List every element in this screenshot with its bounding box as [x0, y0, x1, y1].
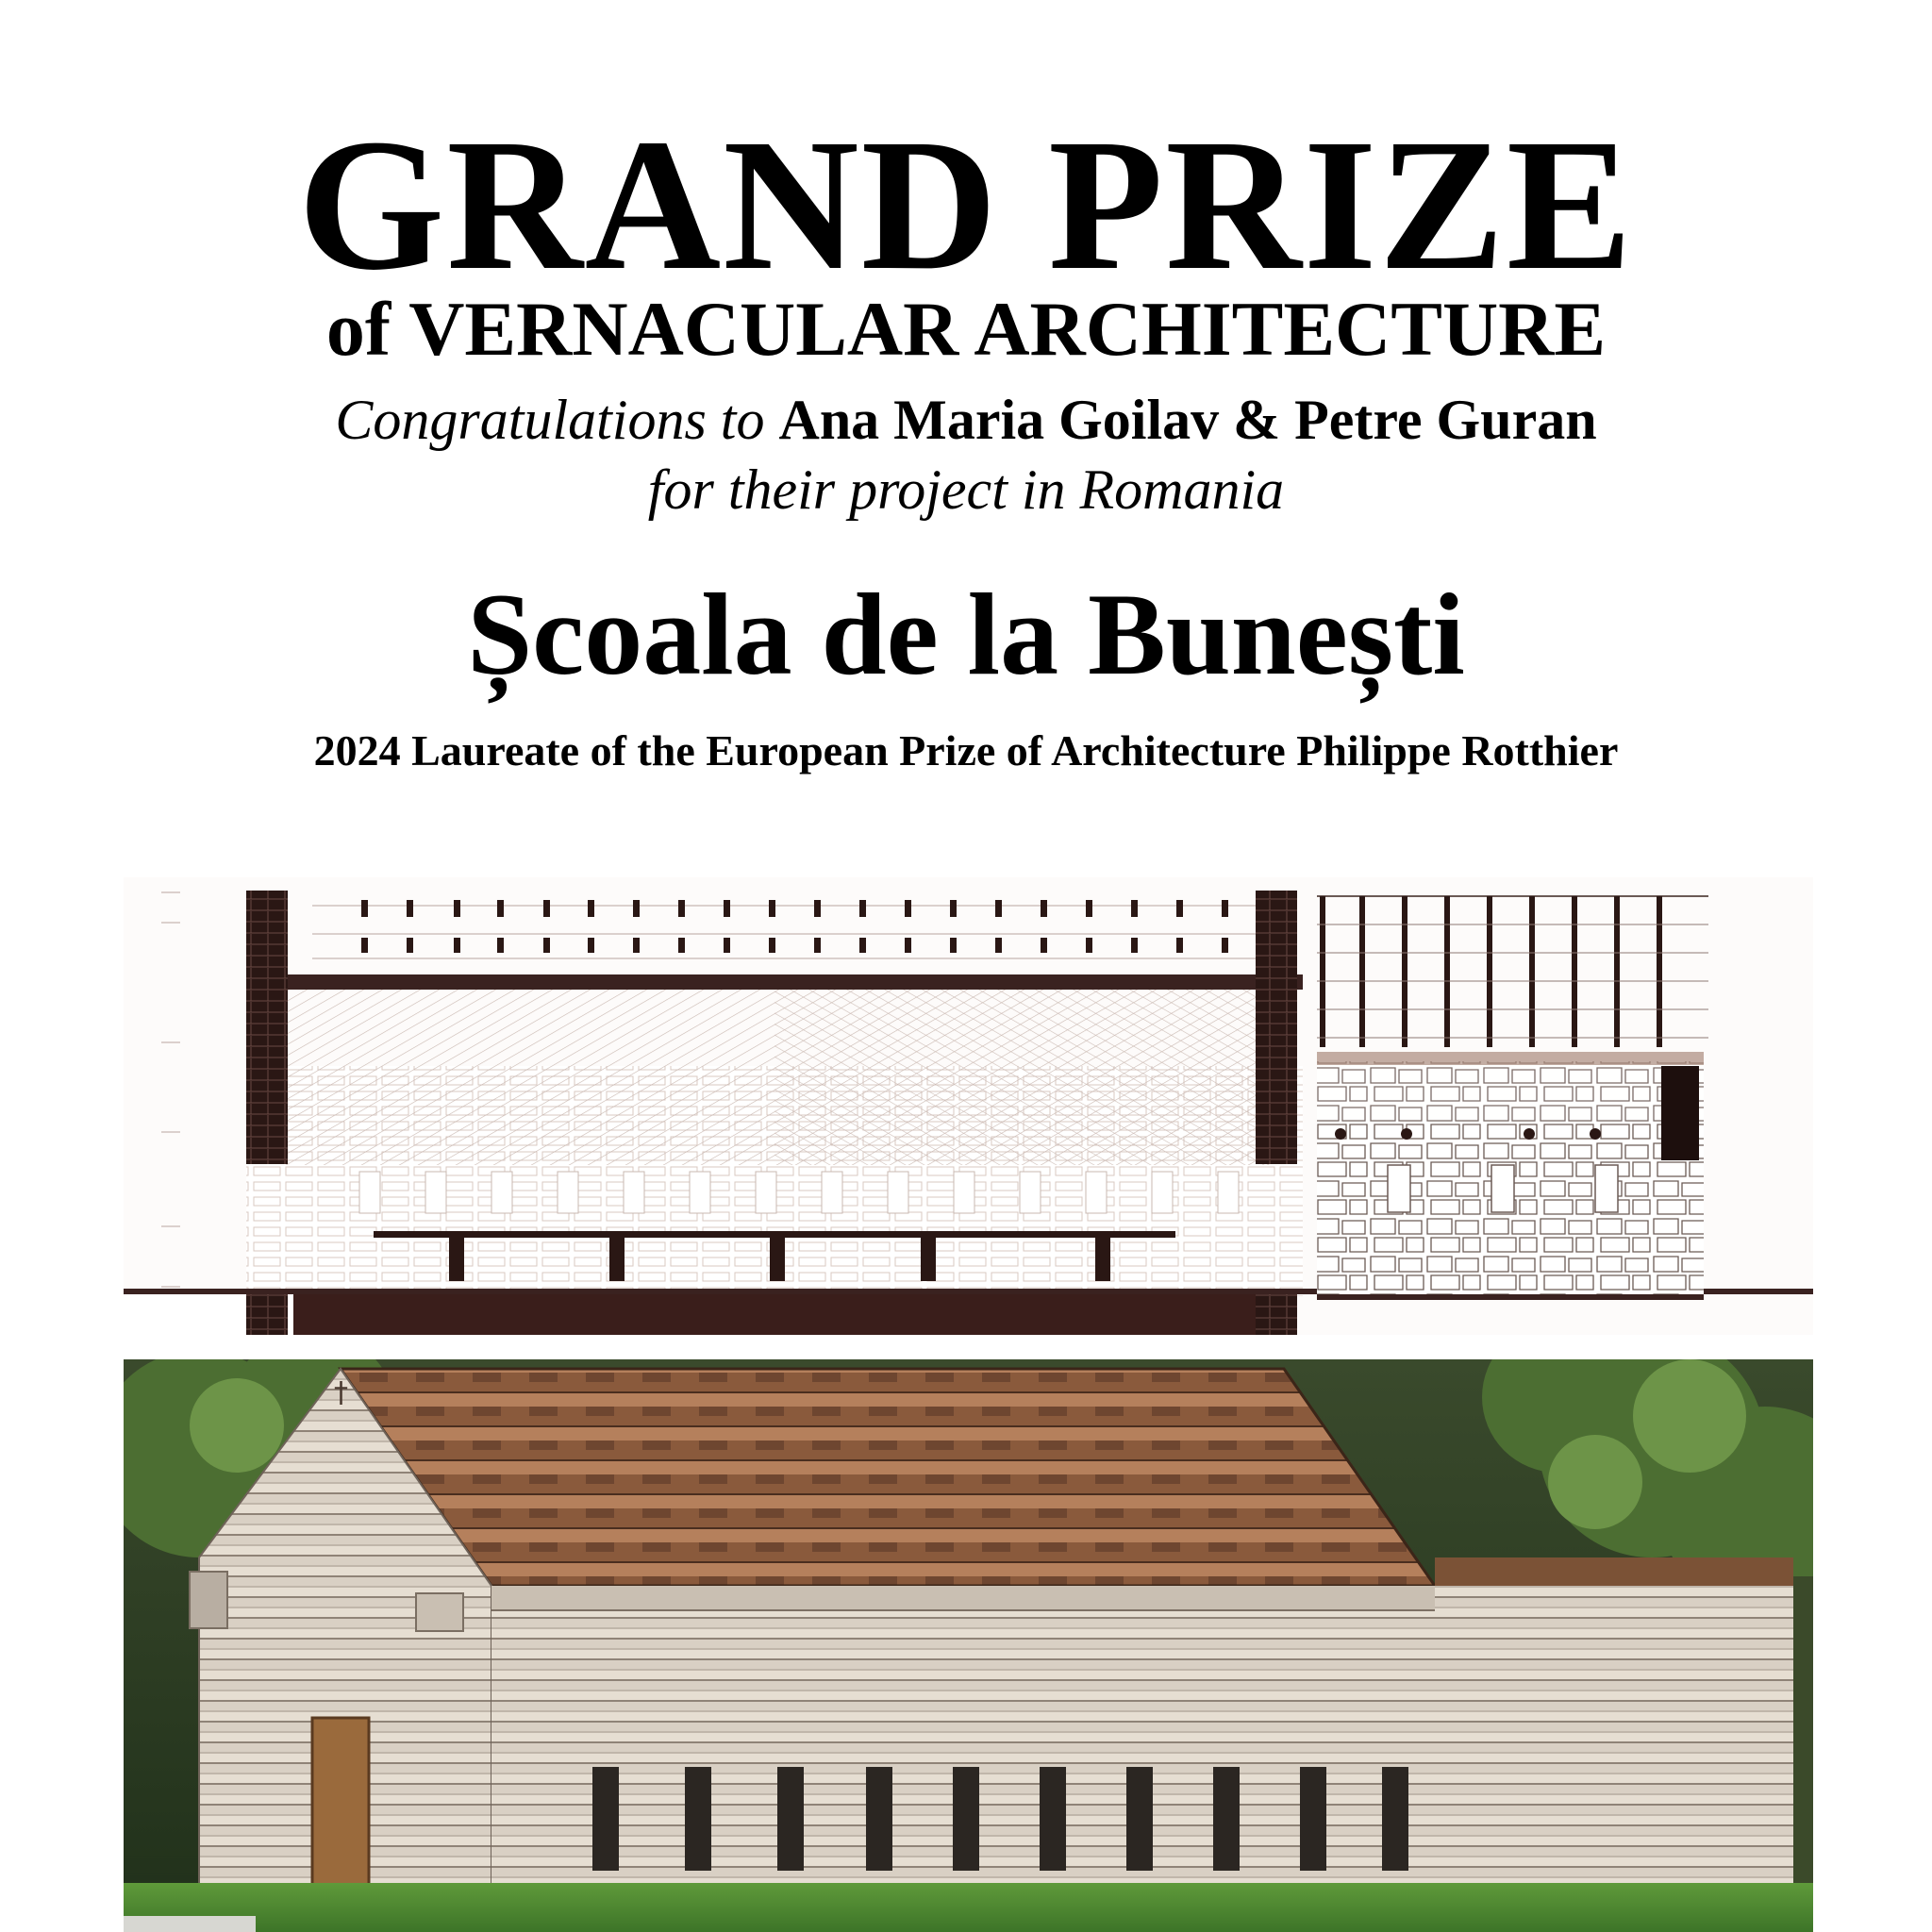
- congratulations-line: [0, 389, 1932, 451]
- svg-text:†: †: [334, 1376, 348, 1409]
- level-markers: [161, 892, 180, 1287]
- congratulations-lead: Congratulations to: [335, 389, 765, 451]
- building-photo-svg: [124, 1359, 1813, 1932]
- prize-subtitle: of VERNACULAR ARCHITECTURE: [325, 286, 1607, 372]
- prize-title: GRAND PRIZE: [297, 101, 1635, 309]
- architectural-section-drawing: [124, 877, 1813, 1335]
- winner-names: Ana Maria Goilav & Petre Guran: [778, 389, 1597, 451]
- project-name: Școala de la Bunești: [467, 570, 1465, 699]
- section-drawing-svg: [124, 877, 1813, 1335]
- laureate-line: 2024 Laureate of the European Prize of Architecture Philippe Rotthier: [313, 726, 1619, 774]
- project-location: for their project in Romania: [647, 458, 1285, 521]
- building-photograph: [124, 1359, 1813, 1932]
